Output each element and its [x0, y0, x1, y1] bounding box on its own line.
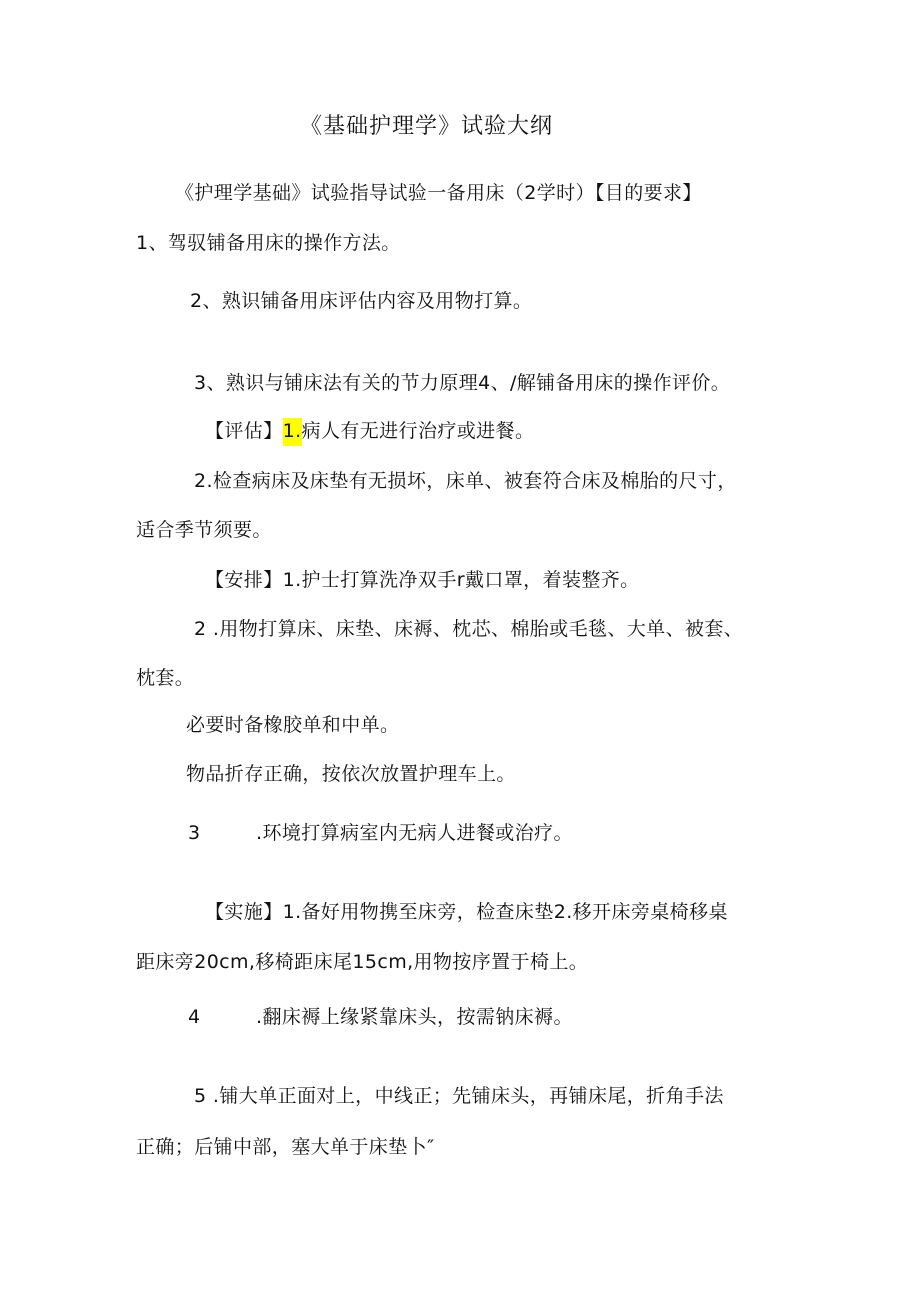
assessment-text-1: 病人有无进行治疗或进餐。: [301, 420, 535, 442]
implementation-item-1-cont: 距床旁20cm,移椅距床尾15cm,用物按序置于椅上。: [136, 951, 589, 973]
implementation-number-4: 4: [188, 1006, 201, 1028]
assessment-heading: 【评估】: [205, 420, 283, 442]
environment-text: .环境打算病室内无病人进餐或治疗。: [256, 822, 573, 844]
highlighted-number: 1.: [283, 418, 302, 446]
implementation-item-5: 5 .铺大单正面对上，中线正；先铺床头，再铺床尾，折角手法: [194, 1085, 724, 1107]
objective-3: 3、熟识与铺床法有关的节力原理4、/解铺备用床的操作评价。: [194, 372, 731, 394]
preparation-item-1: 【安排】1.护士打算洗净双手r戴口罩，着装整齐。: [205, 569, 640, 591]
preparation-item-2-cont: 枕套。: [136, 667, 195, 689]
objective-2: 2、熟识铺备用床评估内容及用物打算。: [190, 290, 533, 312]
experiment-subtitle: 《护理学基础》试验指导试验一备用床（2学时）【目的要求】: [175, 182, 702, 204]
environment-number: 3: [188, 822, 201, 844]
objective-1: 1、驾驭铺备用床的操作方法。: [136, 232, 401, 254]
document-title: 《基础护理学》试验大纲: [300, 114, 554, 139]
preparation-item-2: 2 .用物打算床、床垫、床褥、枕芯、棉胎或毛毯、大单、被套、: [194, 618, 744, 640]
assessment-item-1: [205, 418, 534, 444]
implementation-item-1: 【实施】1.备好用物携至床旁，检查床垫2.移开床旁桌椅移桌: [205, 901, 728, 923]
implementation-item-5-cont: 正确；后铺中部，塞大单于床垫卜″: [136, 1136, 435, 1158]
preparation-note-2: 物品折存正确，按依次放置护理车上。: [186, 763, 516, 785]
implementation-item-4: .翻床褥上缘紧靠床头，按需钠床褥。: [256, 1006, 573, 1028]
assessment-item-2-cont: 适合季节须要。: [136, 519, 272, 541]
preparation-note-1: 必要时备橡胶单和中单。: [186, 714, 400, 736]
assessment-item-2: 2.检查病床及床垫有无损坏，床单、被套符合床及棉胎的尺寸，: [194, 470, 737, 492]
